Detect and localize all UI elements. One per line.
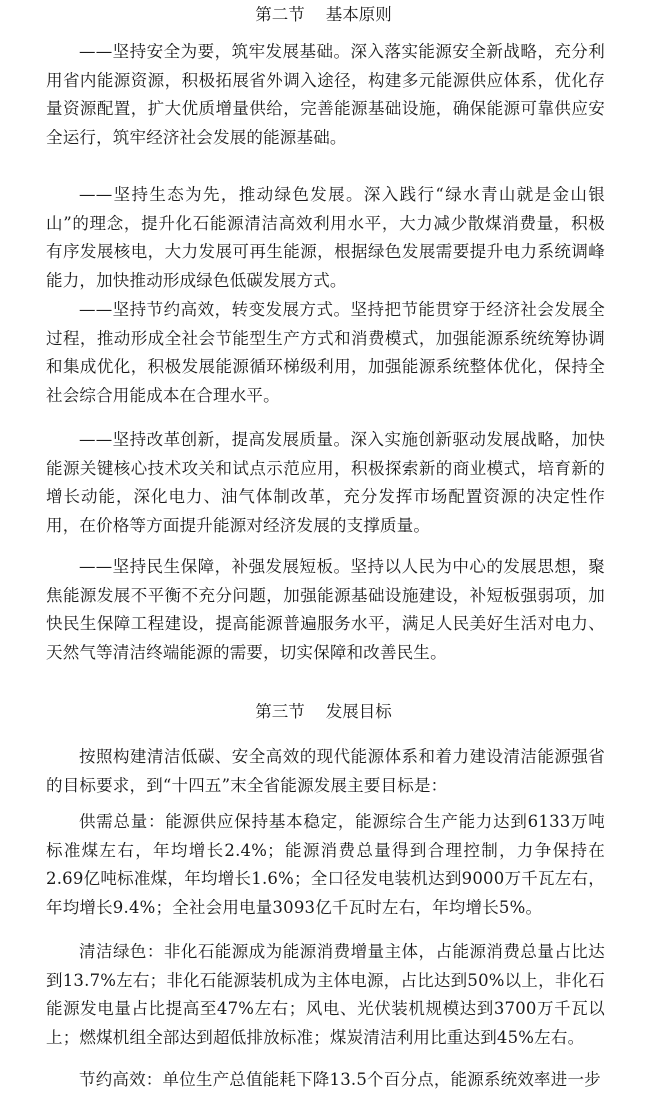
principle-paragraph-livelihood: ——坚持民生保障，补强发展短板。坚持以人民为中心的发展思想，聚焦能源发展不平衡不充分问题，加强能源基础设施建设，补短板强弱项，加快民生保障工程建设，提高能源普遍服务水平，满足人民美好生活对电力、天然气等清洁终端能源的需要，切实保障和改善民生。 xyxy=(46,557,605,662)
section-heading-targets: 第三节 发展目标 xyxy=(255,702,392,721)
principle-paragraph-safety: ——坚持安全为要，筑牢发展基础。深入落实能源安全新战略，充分利用省内能源资源，积极拓展省外调入途径，构建多元能源供应体系，优化存量资源配置，扩大优质增量供给，完善能源基础设施，确保能源可靠供应安全运行，筑牢经济社会发展的能源基础。 xyxy=(46,42,605,147)
principle-paragraph-efficiency: ——坚持节约高效，转变发展方式。坚持把节能贯穿于经济社会发展全过程，推动形成全社会节能型生产方式和消费模式，加强能源系统统筹协调和集成优化，积极发展能源循环梯级利用，加强能源系统整体优化，保持全社会综合用能成本在合理水平。 xyxy=(46,300,605,405)
principle-paragraph-reform: ——坚持改革创新，提高发展质量。深入实施创新驱动发展战略，加快能源关键核心技术攻关和试点示范应用，积极探索新的商业模式，培育新的增长动能，深化电力、油气体制改革，充分发挥市场配置资源的决定性作用，在价格等方面提升能源对经济发展的支撑质量。 xyxy=(46,430,605,535)
targets-clean-green-paragraph: 清洁绿色：非化石能源成为能源消费增量主体，占能源消费总量占比达到13.7%左右；非化石能源装机成为主体电源，占比达到50%以上，非化石能源发电量占比提高至47%左右；风电、光伏装机规模达到3700万千瓦以上；燃煤机组全部达到超低排放标准；煤炭清洁利用比重达到45%左右。 xyxy=(46,942,605,1047)
targets-supply-demand-paragraph: 供需总量：能源供应保持基本稳定，能源综合生产能力达到6133万吨标准煤左右，年均增长2.4%；能源消费总量得到合理控制，力争保持在2.69亿吨标准煤，年均增长1.6%；全口径发电装机达到9000万千瓦左右，年均增长9.4%；全社会用电量3093亿千瓦时左右，年均增长5%。 xyxy=(46,812,605,917)
targets-intro-paragraph: 按照构建清洁低碳、安全高效的现代能源体系和着力建设清洁能源强省的目标要求，到“十四五”末全省能源发展主要目标是： xyxy=(46,747,605,795)
targets-efficiency-paragraph: 节约高效：单位生产总值能耗下降13.5个百分点，能源系统效率进一步 xyxy=(79,1070,601,1089)
section-heading-principles: 第二节 基本原则 xyxy=(255,5,392,24)
principle-paragraph-ecology: ——坚持生态为先，推动绿色发展。深入践行“绿水青山就是金山银山”的理念，提升化石能源清洁高效利用水平，大力减少散煤消费量，积极有序发展核电，大力发展可再生能源，根据绿色发展需要提升电力系统调峰能力，加快推动形成绿色低碳发展方式。 xyxy=(46,185,605,290)
